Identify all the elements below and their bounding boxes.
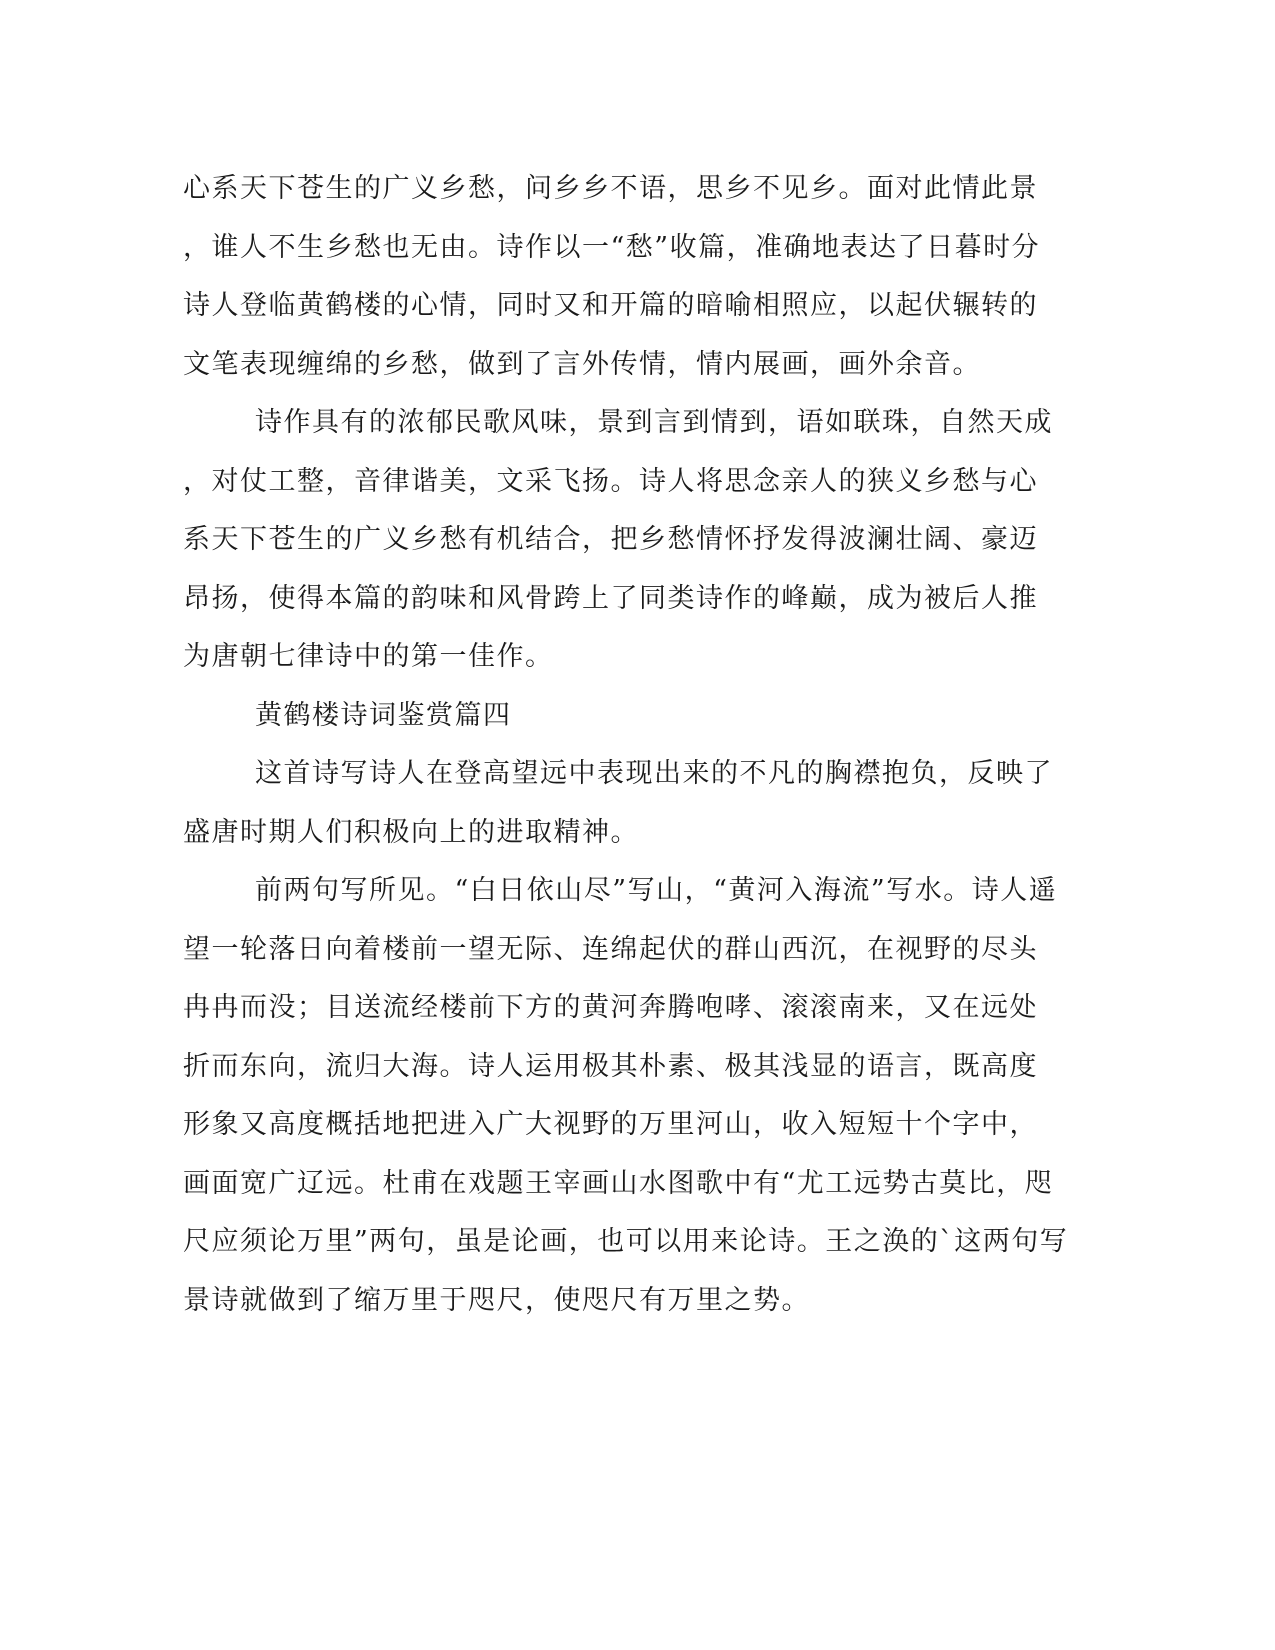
text-line: 形象又高度概括地把进入广大视野的万里河山，收入短短十个字中， — [183, 1109, 1038, 1140]
text-line: 望一轮落日向着楼前一望无际、连绵起伏的群山西沉，在视野的尽头 — [183, 933, 1038, 965]
document-body — [183, 160, 1069, 1330]
text-line: 冉冉而没；目送流经楼前下方的黄河奔腾咆哮、滚滚南来，又在远处 — [183, 992, 1038, 1023]
text-line: 景诗就做到了缩万里于咫尺，使咫尺有万里之势。 — [183, 1284, 810, 1316]
text-line: ，对仗工整，音律谐美，文采飞扬。诗人将思念亲人的狭义乡愁与心 — [183, 465, 1038, 497]
text-line: 昂扬，使得本篇的韵味和风骨跨上了同类诗作的峰巅，成为被后人推 — [183, 582, 1038, 614]
text-line: 诗作具有的浓郁民歌风味，景到言到情到，语如联珠，自然天成 — [255, 407, 1053, 438]
text-line: 前两句写所见。“白日依山尽”写山，“黄河入海流”写水。诗人遥 — [255, 875, 1058, 906]
text-line: ，谁人不生乡愁也无由。诗作以一“愁”收篇，准确地表达了日暮时分 — [183, 231, 1041, 263]
text-line: 盛唐时期人们积极向上的进取精神。 — [183, 816, 639, 848]
text-line: 这首诗写诗人在登高望远中表现出来的不凡的胸襟抱负，反映了 — [255, 758, 1053, 789]
text-line: 心系天下苍生的广义乡愁，问乡乡不语，思乡不见乡。面对此情此景 — [183, 173, 1038, 204]
text-line: 画面宽广辽远。杜甫在戏题王宰画山水图歌中有“尤工远势古莫比，咫 — [183, 1167, 1054, 1199]
text-line: 诗人登临黄鹤楼的心情，同时又和开篇的暗喻相照应，以起伏辗转的 — [183, 290, 1038, 321]
text-line: 文笔表现缠绵的乡愁，做到了言外传情，情内展画，画外余音。 — [183, 348, 981, 380]
section-heading: 黄鹤楼诗词鉴赏篇四 — [255, 699, 512, 731]
text-line: 为唐朝七律诗中的第一佳作。 — [183, 641, 554, 672]
text-line: 折而东向，流归大海。诗人运用极其朴素、极其浅显的语言，既高度 — [183, 1050, 1038, 1082]
text-line: 系天下苍生的广义乡愁有机结合，把乡愁情怀抒发得波澜壮阔、豪迈 — [183, 524, 1038, 555]
text-line: 尺应须论万里”两句，虽是论画，也可以用来论诗。王之涣的`这两句写 — [183, 1226, 1069, 1257]
